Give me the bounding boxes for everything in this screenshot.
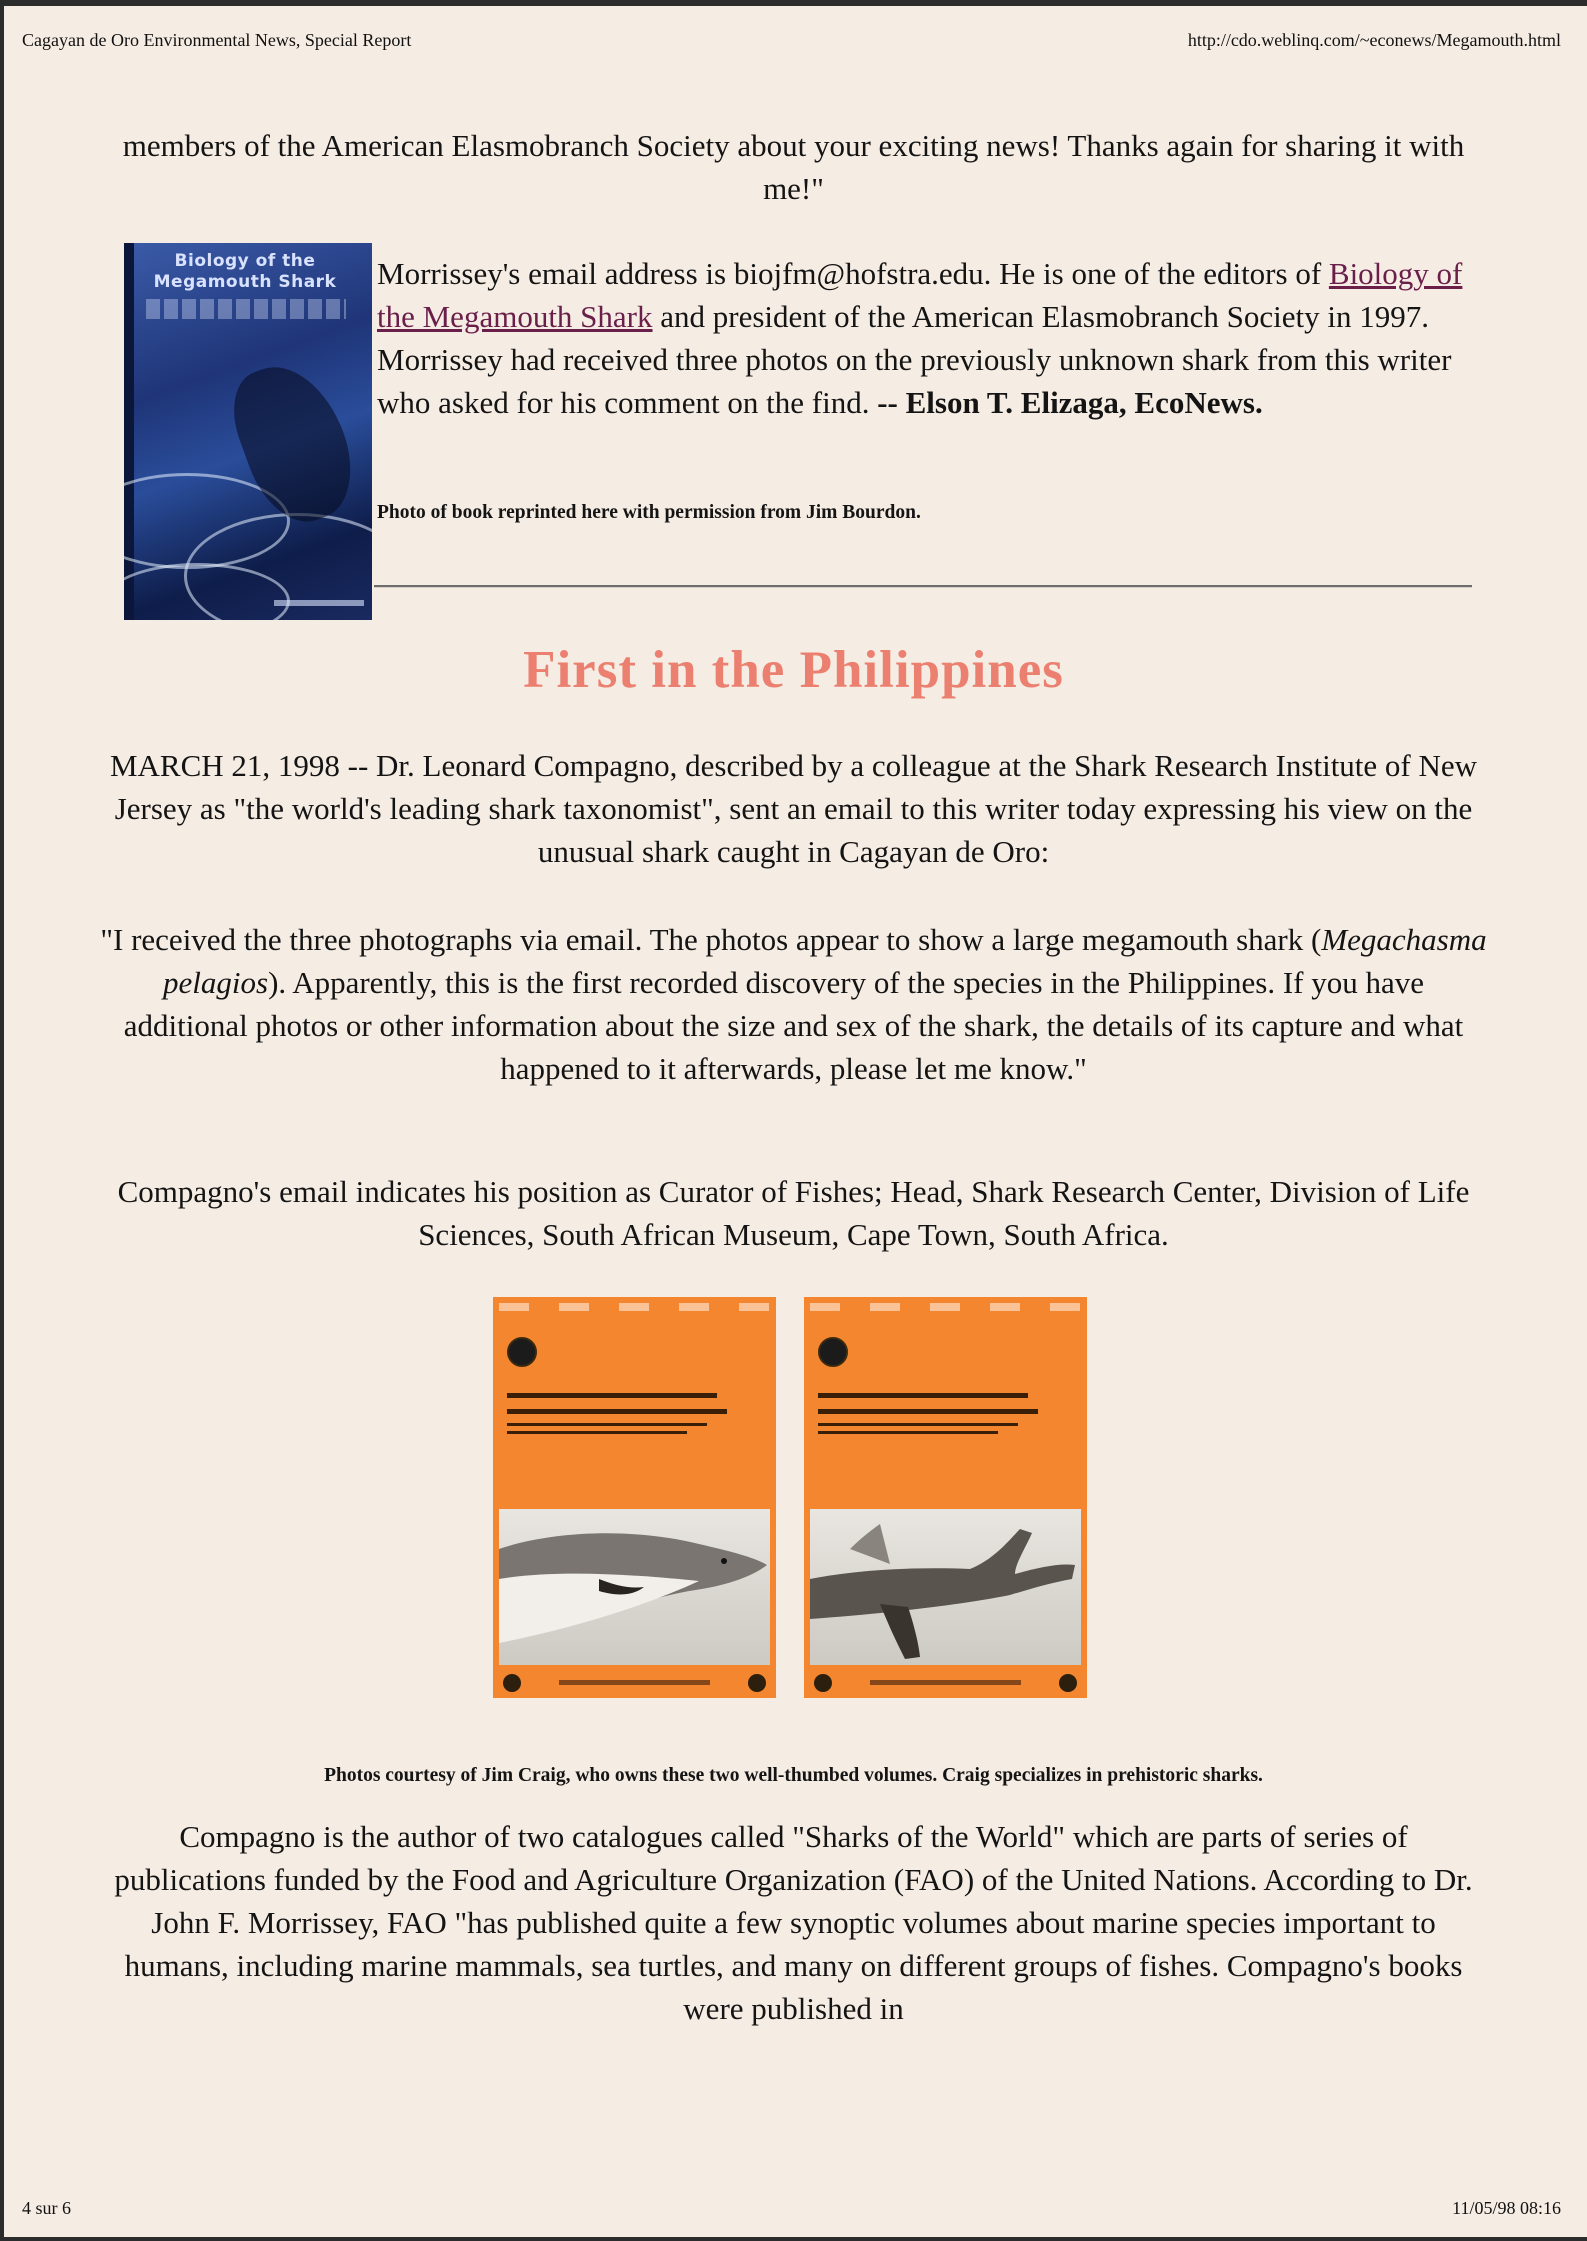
scan-bottom-edge xyxy=(0,2237,1587,2241)
print-header-source: Cagayan de Oro Environmental News, Special Report xyxy=(22,30,412,50)
book-description: Morrissey's email address is biojfm@hofstra.edu. He is one of the editors of Biology of the Megamouth Shark and president of the American Elasmobranch Society in 1997. Morrissey had received three photos on the previously unknown shark from this writer who asked for his comment on the find. -- Elson T. Elizaga, EcoNews. xyxy=(377,256,1463,420)
position-paragraph: Compagno's email indicates his position as Curator of Fishes; Head, Shark Research Center, Division of Life Sciences, South African Museum, Cape Town, South Africa. xyxy=(117,1174,1470,1252)
book-photo-credit: Photo of book reprinted here with permission from Jim Bourdon. xyxy=(377,502,921,523)
intro-continuation: members of the American Elasmobranch Society about your exciting news! Thanks again for sharing it with me!" xyxy=(122,128,1465,206)
catalogue-cover-great-white xyxy=(493,1297,776,1698)
book-cover-image xyxy=(124,243,372,620)
catalogues-photo xyxy=(488,1297,1104,1698)
book-cover-title: Biology of the Megamouth Shark xyxy=(153,251,337,292)
section-title: First in the Philippines xyxy=(523,641,1064,699)
book-title-link[interactable]: Biology of the Megamouth Shark xyxy=(377,256,1463,334)
print-footer-page: 4 sur 6 xyxy=(22,2198,71,2218)
print-footer-datetime: 11/05/98 08:16 xyxy=(1452,2198,1561,2218)
print-header-url: http://cdo.weblinq.com/~econews/Megamouth.html xyxy=(1187,30,1561,50)
march-paragraph: MARCH 21, 1998 -- Dr. Leonard Compagno, described by a colleague at the Shark Research Institute of New Jersey as "the world's leading shark taxonomist", sent an email to this writer today expressing his view on the unusual shark caught in Cagayan de Oro: xyxy=(109,748,1478,869)
horizontal-rule xyxy=(374,585,1472,588)
catalogue-cover-hammerhead xyxy=(804,1297,1087,1698)
scan-left-edge xyxy=(0,0,4,2241)
compagno-paragraph: Compagno is the author of two catalogues called "Sharks of the World" which are parts of series of publications funded by the Food and Agriculture Organization (FAO) of the United Nations. According to Dr. John F. Morrissey, FAO "has published quite a few synoptic volumes about marine species important to humans, including marine mammals, sea turtles, and many on different groups of fishes. Compagno's books were published in xyxy=(114,1819,1473,2026)
byline: -- Elson T. Elizaga, EcoNews. xyxy=(877,385,1263,420)
compagno-quote: "I received the three photographs via email. The photos appear to show a large megamouth shark (Megachasma pelagios). Apparently, this is the first recorded discovery of the species in the Philippines. If you have additional photos or other information about the size and sex of the shark, the details of its capture and what happened to it afterwards, please let me know." xyxy=(100,922,1487,1086)
species-name: Megachasma pelagios xyxy=(163,922,1487,1000)
catalogues-caption: Photos courtesy of Jim Craig, who owns these two well-thumbed volumes. Craig specializes in prehistoric sharks. xyxy=(324,1765,1263,1786)
scan-top-edge xyxy=(0,0,1587,6)
